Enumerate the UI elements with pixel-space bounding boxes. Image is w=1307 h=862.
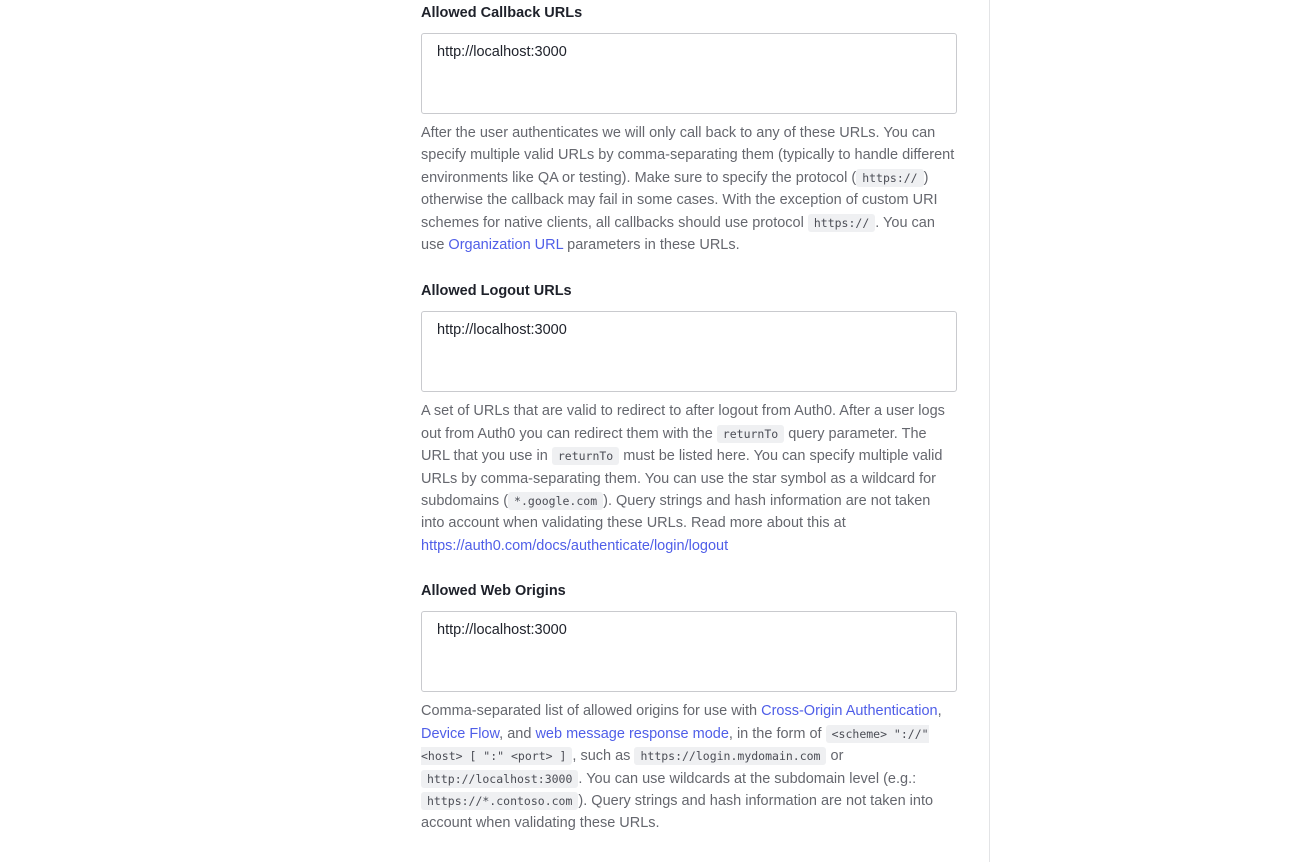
organization-url-link[interactable]: Organization URL <box>448 237 564 254</box>
allowed-callback-urls-input[interactable] <box>421 33 957 114</box>
allowed-logout-urls-section <box>421 281 957 557</box>
cross-origin-authentication-link[interactable]: Cross-Origin Authentication <box>761 703 938 720</box>
allowed-callback-urls-help: After the user authenticates we will only call back to any of these URLs. You can specify multiple valid URLs by comma-separating them (typically to handle different environments like QA or testing). Make sure to specify the protocol ( https:// ) otherwise the callback may fail in some cases. With the exception of custom URI schemes for native clients, all callbacks should use protocol https:// . You can use Organization URL parameters in these URLs. <box>421 125 955 254</box>
allowed-callback-urls-section <box>421 3 957 256</box>
code-snippet: returnTo <box>552 447 619 465</box>
code-snippet: https:// <box>856 169 923 187</box>
application-uris-form <box>421 0 957 835</box>
allowed-logout-urls-input[interactable] <box>421 311 957 392</box>
code-snippet: http://localhost:3000 <box>421 770 578 788</box>
logout-docs-link[interactable]: https://auth0.com/docs/authenticate/login/logout <box>421 537 729 554</box>
allowed-web-origins-input[interactable] <box>421 611 957 692</box>
code-snippet: https://login.mydomain.com <box>634 747 826 765</box>
allowed-web-origins-help: Comma-separated list of allowed origins for use with Cross-Origin Authentication, Device Flow, and web message response mode, in the form of <scheme> "://" <host> [ ":" <port> ] , such as https://login.mydomain.com or http://localhost:3000 . You can use wildcards at the subdomain level (e.g.: https://*.contoso.com ). Query strings and hash information are not taken into account when validating these URLs. <box>421 703 942 832</box>
code-snippet: *.google.com <box>508 492 603 510</box>
code-snippet: <scheme> "://" <host> [ ":" <port> ] <box>421 726 929 764</box>
web-message-response-mode-link[interactable]: web message response mode <box>535 725 729 742</box>
panel-divider <box>989 0 990 862</box>
code-snippet: https://*.contoso.com <box>421 792 578 810</box>
device-flow-link[interactable]: Device Flow <box>421 725 500 742</box>
allowed-logout-urls-help: A set of URLs that are valid to redirect to after logout from Auth0. After a user logs out from Auth0 you can redirect them with the returnTo query parameter. The URL that you use in returnTo must be listed here. You can specify multiple valid URLs by comma-separating them. You can use the star symbol as a wildcard for subdomains ( *.google.com ). Query strings and hash information are not taken into account when validating these URLs. Read more about this at https://auth0.com/docs/authenticate/login/logout <box>421 403 945 554</box>
code-snippet: https:// <box>808 214 875 232</box>
allowed-callback-urls-label: Allowed Callback URLs <box>421 5 583 21</box>
allowed-logout-urls-label: Allowed Logout URLs <box>421 283 572 300</box>
allowed-web-origins-section <box>421 581 957 834</box>
code-snippet: returnTo <box>717 425 784 443</box>
allowed-web-origins-label: Allowed Web Origins <box>421 583 566 600</box>
